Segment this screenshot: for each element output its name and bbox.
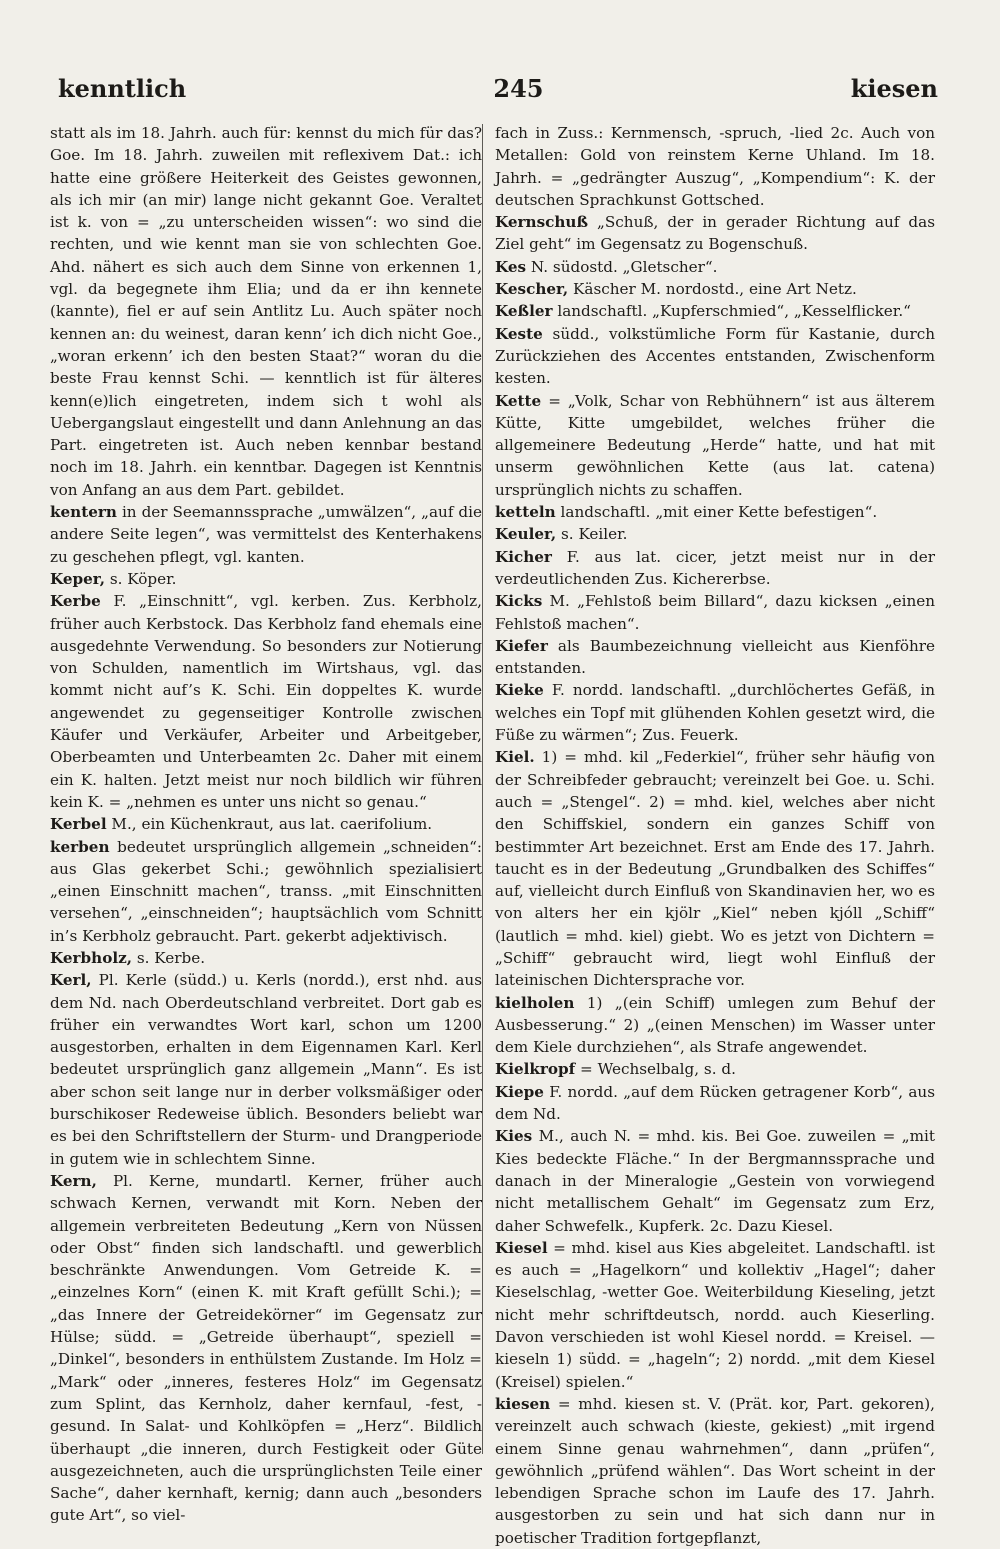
entry-headword: Kiepe xyxy=(495,1082,544,1101)
dictionary-entry xyxy=(495,122,935,211)
dictionary-entry xyxy=(495,992,935,1059)
entry-headword: Kiefer xyxy=(495,636,548,655)
dictionary-entry xyxy=(495,546,935,591)
entry-text: F. aus lat. cicer, jetzt meist nur in der verdeutlichenden Zus. Kichererbse. xyxy=(495,547,935,588)
entry-headword: Kern, xyxy=(50,1171,97,1190)
entry-text: in der Seemannssprache „umwälzen“, „auf die andere Seite legen“, was vermittelst des Kenterhakens zu geschehen pflegt, vgl. kanten. xyxy=(50,503,482,566)
dictionary-entry xyxy=(495,679,935,746)
entry-headword: kerben xyxy=(50,837,110,856)
entry-text: Käscher M. nordostd., eine Art Netz. xyxy=(568,280,857,299)
entry-text: statt als im 18. Jahrh. auch für: kennst du mich für das? Goe. Im 18. Jahrh. zuweilen mit reflexivem Dat.: ich hatte eine größere Heiterkeit des Geistes gewonnen, als ich mir (an mir) lange nicht gekannt Goe. Veraltet ist k. von = „zu unterscheiden wissen“: wo sind die rechten, und wie kennt man sie von schlechten Goe. Ahd. nähert es sich auch dem Sinne von erkennen 1, vgl. da begegnete ihm Elia; und da er ihn kennete (kannte), fiel er auf sein Antlitz Lu. Auch später noch kennen an: du weinest, daran kenn’ ich dich nicht Goe., „woran erkenn’ ich den besten Staat?“ woran du die beste Frau kennst Schi. — kenntlich ist für älteres kenn(e)lich eingetreten, indem sich t wohl als Uebergangslaut eingestellt und dann Anlehnung an das Part. eingetreten ist. Auch neben kennbar bestand noch im 18. Jahrh. ein kenntbar. Dagegen ist Kenntnis von Anfang an aus dem Part. gebildet. xyxy=(50,124,482,499)
right-column xyxy=(495,122,935,1549)
entry-headword: Kies xyxy=(495,1127,533,1146)
dictionary-entry xyxy=(495,590,935,635)
entry-text: F. „Einschnitt“, vgl. kerben. Zus. Kerbholz, früher auch Kerbstock. Das Kerbholz fand ehemals eine ausgedehnte Verwendung. So besonders zur Notierung von Schulden, namentlich im Wirtshaus, vgl. das kommt nicht auf’s K. Schi. Ein doppeltes K. wurde angewendet zu gegenseitiger Kontrolle zwischen Käufer und Verkäufer, Arbeiter und Arbeitgeber, Oberbeamten und Unterbeamten 2c. Daher mit einem ein K. halten. Jetzt meist nur noch bildlich wir führen kein K. = „nehmen es unter uns nicht so genau.“ xyxy=(50,592,482,811)
entry-text: 1) = mhd. kil „Federkiel“, früher sehr häufig von der Schreibfeder gebraucht; vereinzelt bei Goe. u. Schi. auch = „Stengel“. 2) = mhd. kiel, welches aber nicht den Schiffskiel, sondern ein ganzes Schiff von bestimmter Art bezeichnet. Erst am Ende des 17. Jahrh. taucht es in der Bedeutung „Grundbalken des Schiffes“ auf, vielleicht durch Einfluß von Skandinavien her, wo es von alters her ein kjölr „Kiel“ neben kjóll „Schiff“ (lautlich = mhd. kiel) giebt. Wo es jetzt von Dichtern = „Schiff“ gebraucht wird, liegt wohl Einfluß der lateinischen Dichtersprache vor. xyxy=(495,748,935,990)
left-column xyxy=(50,122,482,1527)
entry-headword: Kerl, xyxy=(50,971,92,990)
dictionary-entry xyxy=(495,1081,935,1126)
entry-text: F. nordd. „auf dem Rücken getragener Korb“, aus dem Nd. xyxy=(495,1082,935,1124)
entry-text: N. südostd. „Gletscher“. xyxy=(526,257,718,276)
entry-headword: Kes xyxy=(495,257,527,276)
dictionary-entry xyxy=(495,523,935,545)
entry-headword: Kiel. xyxy=(495,748,535,767)
dictionary-entry xyxy=(495,211,935,256)
entry-text: Pl. Kerne, mundartl. Kerner, früher auch schwach Kernen, verwandt mit Korn. Neben der allgemein verbreiteten Bedeutung „Kern von Nüssen oder Obst“ finden sich landschaftl. und gewerblich beschränkte Anwendungen. Vom Getreide K. = „einzelnes Korn“ (einen K. mit Kraft gefüllt Schi.); = „das Innere der Getreidekörner“ im Gegensatz zur Hülse; südd. = „Getreide überhaupt“, speziell = „Dinkel“, besonders in enthülstem Zustande. Im Holz = „Mark“ oder „inneres, festeres Holz“ im Gegensatz zum Splint, das Kernholz, daher kernfaul, -fest, -gesund. In Salat- und Kohlköpfen = „Herz“. Bildlich überhaupt „die inneren, durch Festigkeit oder Güte ausgezeichneten, auch die ursprünglichsten Teile einer Sache“, daher kernhaft, kernig; dann auch „besonders gute Art“, so viel- xyxy=(50,1171,482,1525)
dictionary-entry xyxy=(495,390,935,501)
entry-text: 1) „(ein Schiff) umlegen zum Behuf der Ausbesserung.“ 2) „(einen Menschen) im Wasser unter dem Kiele durchziehen“, als Strafe angewendet. xyxy=(495,993,935,1057)
dictionary-entry xyxy=(495,278,935,300)
entry-text: landschaftl. „mit einer Kette befestigen“. xyxy=(555,503,878,522)
entry-headword: kiesen xyxy=(495,1394,551,1413)
entry-text: südd., volkstümliche Form für Kastanie, durch Zurückziehen des Accentes entstanden, Zwischenform kesten. xyxy=(495,324,935,388)
entry-headword: Kerbel xyxy=(50,815,107,834)
dictionary-entry xyxy=(50,501,482,568)
entry-text: als Baumbezeichnung vielleicht aus Kienföhre entstanden. xyxy=(495,636,935,678)
entry-text: = mhd. kiesen st. V. (Prät. kor, Part. gekoren), vereinzelt auch schwach (kieste, gekiest) „mit irgend einem Sinne genau wahrnehmen“, dann „prüfen“, gewöhnlich „prüfend wählen“. Das Wort scheint in der lebendigen Sprache schon im Laufe des 17. Jahrh. ausgestorben zu sein und hat sich dann nur in poetischer Tradition fortgepflanzt, xyxy=(495,1394,935,1547)
entry-headword: Kieke xyxy=(495,681,544,700)
running-header xyxy=(58,70,938,106)
dictionary-entry xyxy=(495,635,935,680)
dictionary-entry xyxy=(50,568,482,590)
dictionary-entry xyxy=(495,323,935,390)
entry-headword: Keper, xyxy=(50,569,105,588)
entry-headword: Kiesel xyxy=(495,1238,548,1257)
entry-text: fach in Zuss.: Kernmensch, -spruch, -lied 2c. Auch von Metallen: Gold von reinstem Kerne Uhland. Im 18. Jahrh. = „gedrängter Auszug“, „Kompendium“: K. der deutschen Sprachkunst Gottsched. xyxy=(495,124,935,209)
entry-text: M., ein Küchenkraut, aus lat. caerifolium. xyxy=(106,815,433,834)
entry-text: „Schuß, der in gerader Richtung auf das Ziel geht“ im Gegensatz zu Bogenschuß. xyxy=(495,213,935,254)
dictionary-entry xyxy=(50,1170,482,1527)
entry-headword: Kescher, xyxy=(495,280,569,299)
dictionary-entry xyxy=(50,969,482,1170)
entry-text: = Wechselbalg, s. d. xyxy=(575,1060,736,1079)
entry-headword: Kerbholz, xyxy=(50,948,133,967)
entry-text: = mhd. kisel aus Kies abgeleitet. Landschaftl. ist es auch = „Hagelkorn“ und kollektiv „Hagel“; daher Kieselschlag, -wetter Goe. Weiterbildung Kieseling, jetzt nicht mehr schriftdeutsch, nordd. auch Kieserling. Davon verschieden ist wohl Kiesel nordd. = Kreisel. — kieseln 1) südd. = „hageln“; 2) nordd. „mit dem Kiesel (Kreisel) spielen.“ xyxy=(495,1238,935,1391)
dictionary-entry xyxy=(495,501,935,523)
entry-headword: Keßler xyxy=(495,302,553,321)
entry-headword: Kielkropf xyxy=(495,1060,576,1079)
dictionary-entry xyxy=(50,813,482,835)
dictionary-entry xyxy=(50,590,482,813)
entry-headword: Kicks xyxy=(495,592,543,611)
header-left-keyword: kenntlich xyxy=(58,73,187,103)
header-right-keyword: kiesen xyxy=(850,73,938,103)
dictionary-entry xyxy=(495,256,935,278)
dictionary-entry xyxy=(495,1237,935,1393)
dictionary-entry xyxy=(495,300,935,322)
dictionary-entry xyxy=(50,947,482,969)
entry-headword: Keste xyxy=(495,324,543,343)
dictionary-entry xyxy=(50,122,482,501)
column-divider xyxy=(482,124,483,1454)
entry-text: bedeutet ursprünglich allgemein „schneiden“: aus Glas gekerbet Schi.; gewöhnlich spezialisiert „einen Einschnitt machen“, transs. „mit Einschnitten versehen“, „einschneiden“; hauptsächlich vom Schnitt in’s Kerbholz gebraucht. Part. gekerbt adjektivisch. xyxy=(50,837,482,945)
dictionary-entry xyxy=(495,746,935,991)
entry-text: s. Kerbe. xyxy=(132,948,206,967)
entry-text: M., auch N. = mhd. kis. Bei Goe. zuweilen = „mit Kies bedeckte Fläche.“ In der Bergmannssprache und danach in der Mineralogie „Gestein von vorwiegend nicht metallischem Gehalt“ im Gegensatz zum Erz, daher Schwefelk., Kupferk. 2c. Dazu Kiesel. xyxy=(495,1127,935,1235)
entry-headword: Kicher xyxy=(495,547,552,566)
entry-text: s. Keiler. xyxy=(556,525,628,544)
entry-text: M. „Fehlstoß beim Billard“, dazu kicksen „einen Fehlstoß machen“. xyxy=(495,592,935,633)
dictionary-entry xyxy=(50,836,482,947)
entry-headword: Kernschuß xyxy=(495,213,588,232)
dictionary-entry xyxy=(495,1393,935,1549)
entry-headword: ketteln xyxy=(495,503,556,522)
dictionary-entry xyxy=(495,1058,935,1080)
entry-headword: Kette xyxy=(495,391,542,410)
entry-headword: Kerbe xyxy=(50,592,101,611)
dictionary-entry xyxy=(495,1125,935,1236)
entry-headword: kentern xyxy=(50,503,117,522)
entry-text: F. nordd. landschaftl. „durchlöchertes Gefäß, in welches ein Topf mit glühenden Kohlen gesetzt wird, die Füße zu wärmen“; Zus. Feuerk. xyxy=(495,681,935,745)
entry-text: Pl. Kerle (südd.) u. Kerls (nordd.), erst nhd. aus dem Nd. nach Oberdeutschland verbreitet. Dort gab es früher ein verwandtes Wort karl, schon um 1200 ausgestorben, erhalten in dem Eigennamen Karl. Kerl bedeutet ursprünglich ganz allgemein „Mann“. Es ist aber schon seit lange nur in derber volksmäßiger oder burschikoser Redeweise üblich. Besonders beliebt war es bei den Schriftstellern der Sturm- und Drangperiode in gutem wie in schlechtem Sinne. xyxy=(50,971,482,1168)
entry-text: s. Köper. xyxy=(105,569,177,588)
page-number: 245 xyxy=(493,73,544,103)
entry-text: landschaftl. „Kupferschmied“, „Kesselflicker.“ xyxy=(552,302,911,321)
entry-text: = „Volk, Schar von Rebhühnern“ ist aus älterem Kütte, Kitte umgebildet, welches früher die allgemeinere Bedeutung „Herde“ hatte, und hat mit unserm gewöhnlichen Kette (aus lat. catena) ursprünglich nichts zu schaffen. xyxy=(495,391,935,499)
entry-headword: Keuler, xyxy=(495,525,557,544)
entry-headword: kielholen xyxy=(495,993,575,1012)
